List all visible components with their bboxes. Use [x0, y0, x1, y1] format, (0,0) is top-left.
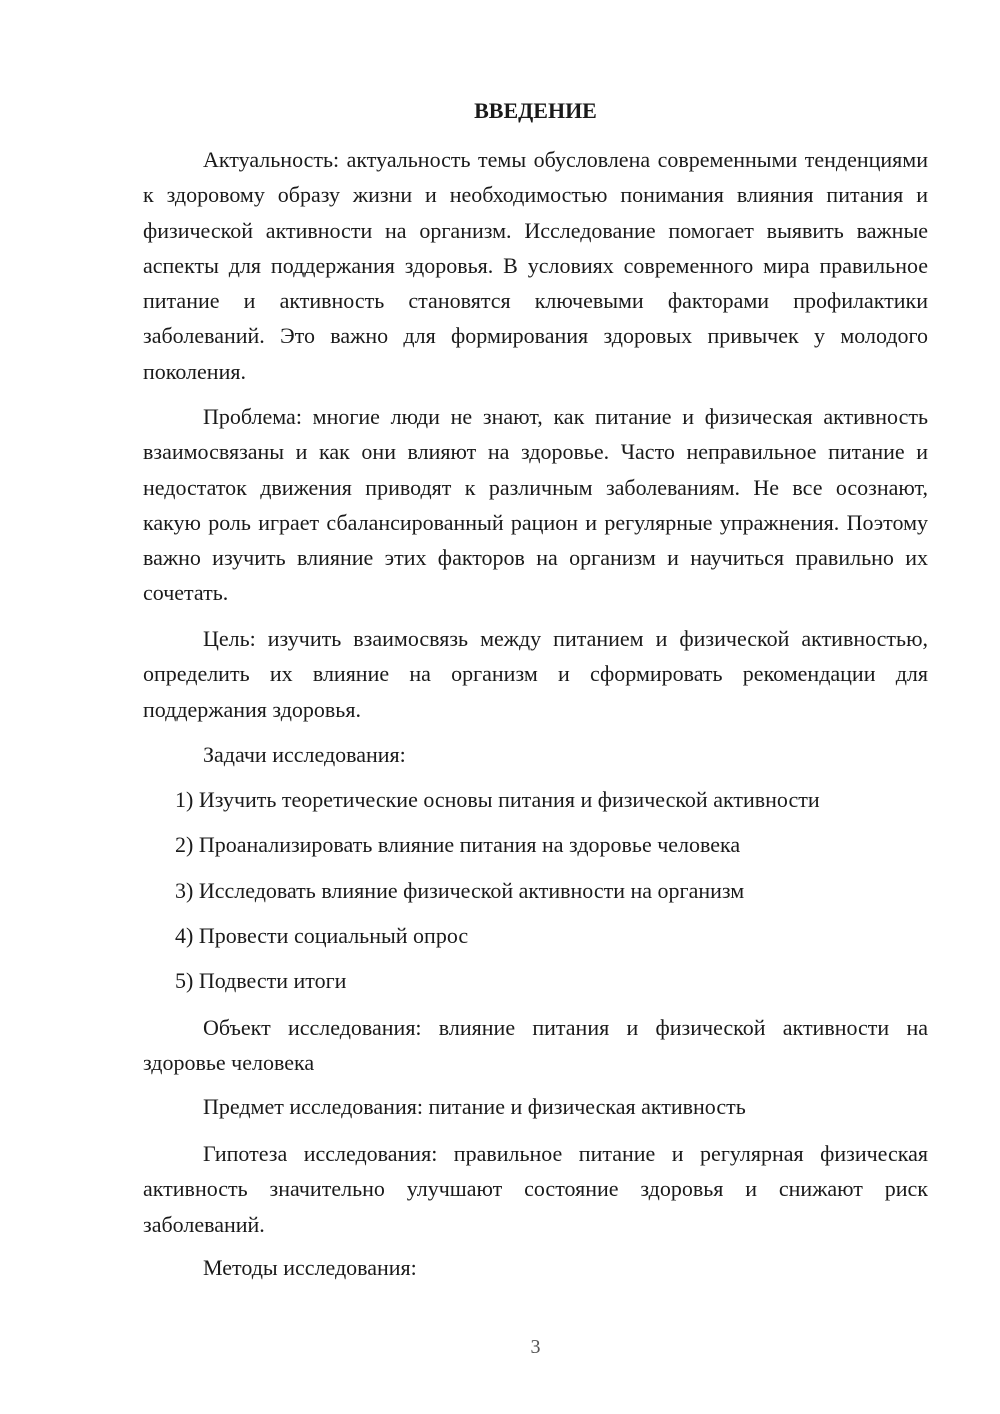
paragraph-hypothesis: Гипотеза исследования: правильное питание и регулярная физическая активность значительно улучшают состояние здоровья и снижают риск заболеваний.	[143, 1141, 928, 1237]
paragraph-subject: Предмет исследования: питание и физическая активность	[203, 1094, 746, 1119]
methods-heading: Методы исследования:	[203, 1255, 417, 1280]
paragraph-object: Объект исследования: влияние питания и физической активности на здоровье человека	[143, 1015, 928, 1076]
document-page	[143, 0, 928, 1414]
list-item-task-1: 1) Изучить теоретические основы питания и физической активности	[175, 787, 820, 812]
list-item-task-4: 4) Провести социальный опрос	[175, 923, 469, 948]
page-number: 3	[530, 1336, 541, 1358]
paragraph-goal: Цель: изучить взаимосвязь между питанием и физической активностью, определить их влияние на организм и сформировать рекомендации для поддержания здоровья.	[143, 626, 928, 722]
tasks-heading: Задачи исследования:	[203, 742, 406, 767]
page-title: ВВЕДЕНИЕ	[474, 98, 597, 123]
paragraph-relevance: Актуальность: актуальность темы обусловлена современными тенденциями к здоровому образу жизни и необходимостью понимания влияния питания и физической активности на организм. Исследование помогает выявить важные аспекты для поддержания здоровья. В условиях современного мира правильное питание и активность становятся ключевыми факторами профилактики заболеваний. Это важно для формирования здоровых привычек у молодого поколения.	[143, 147, 928, 384]
list-item-task-3: 3) Исследовать влияние физической активности на организм	[175, 878, 745, 903]
paragraph-problem: Проблема: многие люди не знают, как питание и физическая активность взаимосвязаны и как они влияют на здоровье. Часто неправильное питание и недостаток движения приводят к различным заболеваниям. Не все осознают, какую роль играет сбалансированный рацион и регулярные упражнения. Поэтому важно изучить влияние этих факторов на организм и научиться правильно их сочетать.	[143, 404, 928, 606]
list-item-task-2: 2) Проанализировать влияние питания на здоровье человека	[175, 832, 741, 857]
list-item-task-5: 5) Подвести итоги	[175, 968, 347, 993]
